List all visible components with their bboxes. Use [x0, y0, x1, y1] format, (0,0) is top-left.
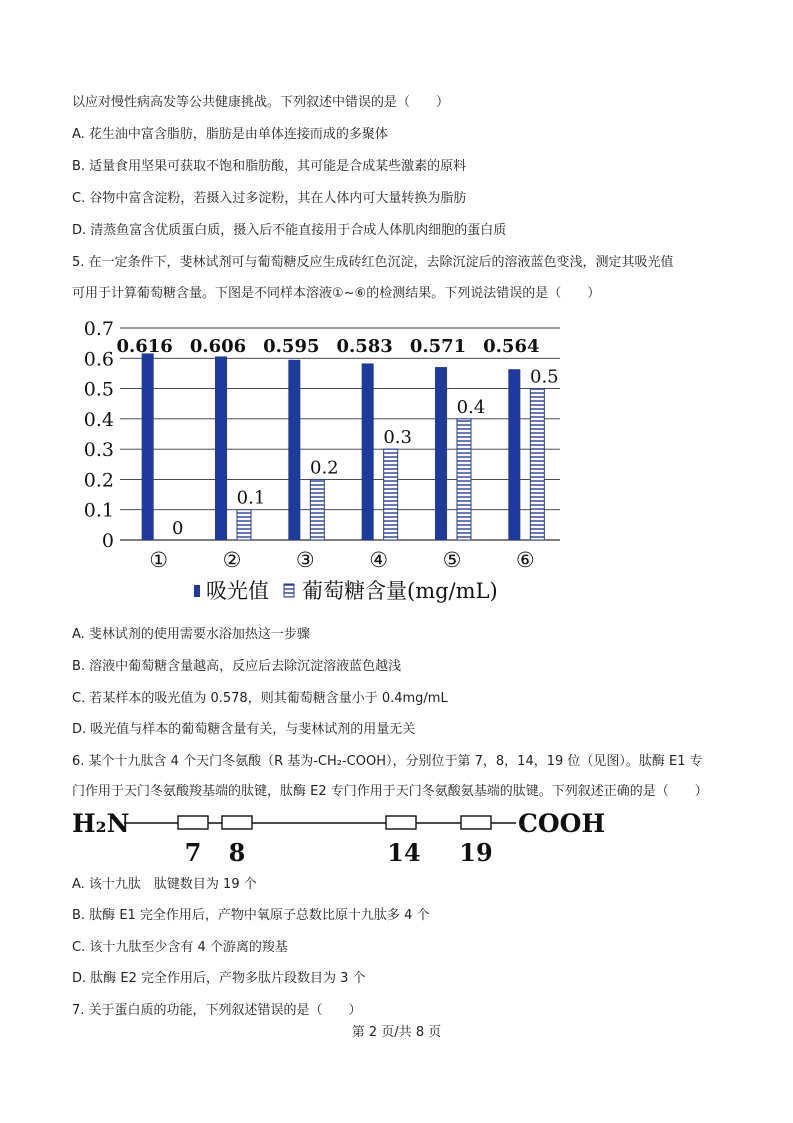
aspartate-residue-7: [178, 816, 208, 829]
legend-swatch-glucose: [284, 584, 294, 597]
absorbance-value-label: 0.606: [189, 336, 247, 357]
x-category-label: ④: [369, 548, 389, 572]
aspartate-residue-14: [386, 816, 416, 829]
absorbance-bar: [508, 369, 520, 540]
position-label-19: 19: [459, 838, 493, 867]
question-4-stem-tail: 以应对慢性病高发等公共健康挑战。下列叙述中错误的是（ ）: [72, 95, 450, 110]
aspartate-residue-8: [222, 816, 252, 829]
absorbance-glucose-bar-chart: [68, 312, 608, 612]
absorbance-value-label: 0.583: [336, 336, 393, 357]
question-4-option-b: B. 适量食用坚果可获取不饱和脂肪酸，其可能是合成某些激素的原料: [72, 159, 467, 174]
position-label-7: 7: [184, 838, 202, 867]
y-tick-label: 0.3: [83, 439, 114, 462]
question-5-option-b: B. 溶液中葡萄糖含量越高，反应后去除沉淀溶液蓝色越浅: [72, 659, 402, 674]
nonadecapeptide-diagram: [68, 804, 628, 868]
question-5-stem-line1: 5. 在一定条件下，斐林试剂可与葡萄糖反应生成砖红色沉淀，去除沉淀后的溶液蓝色变浅，测定其吸光值: [72, 255, 674, 270]
y-tick-label: 0.1: [83, 499, 114, 522]
carboxyl-terminus-label: COOH: [518, 809, 606, 838]
y-tick-label: 0.2: [83, 469, 114, 492]
glucose-value-label: 0.5: [530, 366, 559, 388]
absorbance-value-label: 0.595: [263, 336, 320, 357]
question-6-option-b: B. 肽酶 E1 完全作用后，产物中氧原子总数比原十九肽多 4 个: [72, 908, 430, 923]
y-tick-label: 0.7: [83, 318, 114, 340]
question-4-option-a: A. 花生油中富含脂肪，脂肪是由单体连接而成的多聚体: [72, 127, 388, 142]
legend-swatch-absorbance: [194, 585, 200, 597]
question-6-option-d: D. 肽酶 E2 完全作用后，产物多肽片段数目为 3 个: [72, 971, 366, 986]
question-5-option-a: A. 斐林试剂的使用需要水浴加热这一步骤: [72, 627, 310, 642]
x-category-label: ①: [149, 548, 169, 572]
absorbance-bar: [288, 360, 300, 540]
absorbance-bar: [215, 356, 227, 540]
glucose-value-label: 0.2: [310, 457, 339, 479]
absorbance-value-label: 0.616: [116, 336, 173, 357]
glucose-value-label: 0: [171, 518, 184, 539]
y-tick-label: 0.4: [83, 408, 114, 431]
aspartate-residue-19: [461, 816, 491, 829]
absorbance-bar: [362, 363, 374, 540]
question-4-option-d: D. 清蒸鱼富含优质蛋白质，摄入后不能直接用于合成人体肌肉细胞的蛋白质: [72, 223, 507, 238]
glucose-bar: [237, 510, 251, 540]
absorbance-bar: [142, 353, 154, 540]
glucose-bar: [310, 479, 324, 540]
question-6-stem-line2: 门作用于天门冬氨酸羧基端的肽键，肽酶 E2 专门作用于天门冬氨酸氨基端的肽键。下列叙述正确的是（ ）: [72, 784, 708, 799]
question-6-option-c: C. 该十九肽至少含有 4 个游离的羧基: [72, 940, 288, 955]
position-label-14: 14: [387, 838, 421, 867]
question-4-option-c: C. 谷物中富含淀粉，若摄入过多淀粉，其在人体内可大量转换为脂肪: [72, 191, 467, 206]
x-category-label: ⑤: [442, 548, 462, 572]
x-category-label: ⑥: [515, 548, 535, 572]
y-tick-label: 0.6: [83, 348, 114, 371]
glucose-value-label: 0.3: [383, 427, 412, 449]
question-6-stem-line1: 6. 某个十九肽含 4 个天门冬氨酸（R 基为-CH₂-COOH），分别位于第 7，8，14，19 位（见图）。肽酶 E1 专: [72, 754, 703, 769]
position-label-8: 8: [228, 838, 246, 867]
question-5-option-c: C. 若某样本的吸光值为 0.578，则其葡萄糖含量小于 0.4mg/mL: [72, 691, 448, 706]
legend-label-absorbance: 吸光值: [206, 579, 269, 603]
absorbance-value-label: 0.564: [483, 336, 540, 357]
question-6-option-a: A. 该十九肽 肽键数目为 19 个: [72, 877, 257, 892]
absorbance-bar: [435, 367, 447, 540]
x-category-label: ②: [222, 548, 242, 572]
legend-label-glucose: 葡萄糖含量(mg/mL): [302, 579, 498, 603]
question-5-stem-line2: 可用于计算葡萄糖含量。下图是不同样本溶液①~⑥的检测结果。下列说法错误的是（ ）: [72, 286, 601, 301]
y-tick-label: 0: [101, 530, 114, 552]
page-footer: 第 2 页/共 8 页: [351, 1025, 442, 1040]
glucose-bar: [530, 389, 544, 540]
y-tick-label: 0.5: [83, 378, 114, 401]
absorbance-value-label: 0.571: [409, 336, 467, 357]
question-7-stem: 7. 关于蛋白质的功能，下列叙述错误的是（ ）: [72, 1003, 362, 1018]
question-5-option-d: D. 吸光值与样本的葡萄糖含量有关，与斐林试剂的用量无关: [72, 722, 416, 737]
glucose-bar: [457, 419, 471, 540]
x-category-label: ③: [295, 548, 315, 572]
amino-terminus-label: H₂N: [72, 809, 130, 838]
glucose-bar: [384, 449, 398, 540]
glucose-value-label: 0.4: [456, 396, 486, 418]
glucose-value-label: 0.1: [236, 487, 266, 509]
